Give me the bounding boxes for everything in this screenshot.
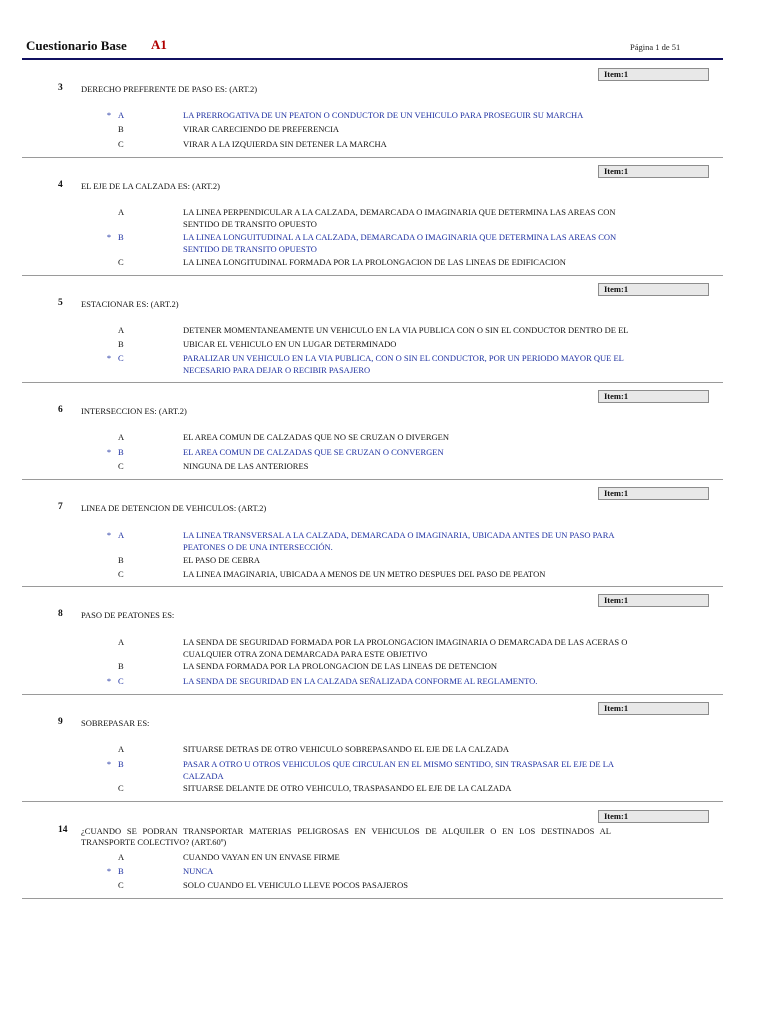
option-letter: A — [118, 432, 125, 442]
question-number: 9 — [58, 717, 63, 727]
question-text: ¿CUANDO SE PODRAN TRANSPORTAR MATERIAS PELIGROSAS EN VEHICULOS DE ALQUILER O EN LOS DESTINADOS AL TRANSPORTE COLECTIVO? (ART.60º) — [81, 826, 611, 847]
page-header — [0, 0, 768, 62]
option-letter: B — [118, 124, 124, 134]
item-label: Item:1 — [598, 165, 709, 178]
question-text: DERECHO PREFERENTE DE PASO ES: (ART.2) — [81, 84, 258, 94]
option-text: EL AREA COMUN DE CALZADAS QUE SE CRUZAN O CONVERGEN — [183, 447, 444, 457]
document-title: Cuestionario Base — [26, 38, 127, 53]
option-letter: B — [118, 232, 124, 242]
question-separator — [22, 898, 723, 899]
item-label: Item:1 — [598, 810, 709, 823]
item-label: Item:1 — [598, 283, 709, 296]
option-text: VIRAR A LA IZQUIERDA SIN DETENER LA MARCHA — [183, 139, 387, 149]
question-number: 5 — [58, 298, 63, 308]
correct-marker: * — [106, 110, 112, 120]
option-text: UBICAR EL VEHICULO EN UN LUGAR DETERMINADO — [183, 339, 397, 349]
option-letter: A — [118, 207, 125, 217]
option-text: SITUARSE DELANTE DE OTRO VEHICULO, TRASPASANDO EL EJE DE LA CALZADA — [183, 783, 512, 793]
question-text: SOBREPASAR ES: — [81, 718, 150, 728]
correct-marker: * — [106, 759, 112, 769]
option-text: VIRAR CARECIENDO DE PREFERENCIA — [183, 124, 340, 134]
option-text: LA LINEA TRANSVERSAL A LA CALZADA, DEMARCADA O IMAGINARIA, UBICADA ANTES DE UN PASO PARA PEATONES O DE UNA INTERSECCIÓN. — [183, 530, 615, 552]
correct-marker: * — [106, 447, 112, 457]
question-separator — [22, 586, 723, 587]
option-letter: A — [118, 325, 125, 335]
option-text: LA SENDA DE SEGURIDAD EN LA CALZADA SEÑALIZADA CONFORME AL REGLAMENTO. — [183, 676, 538, 686]
option-text: LA PRERROGATIVA DE UN PEATON O CONDUCTOR DE UN VEHICULO PARA PROSEGUIR SU MARCHA — [183, 110, 584, 120]
option-letter: B — [118, 447, 124, 457]
option-letter: A — [118, 852, 125, 862]
page-number: Página 1 de 51 — [630, 42, 681, 52]
option-letter: A — [118, 744, 125, 754]
correct-marker: * — [106, 530, 112, 540]
question-text: PASO DE PEATONES ES: — [81, 610, 175, 620]
option-text: SOLO CUANDO EL VEHICULO LLEVE POCOS PASAJEROS — [183, 880, 408, 890]
option-text: PASAR A OTRO U OTROS VEHICULOS QUE CIRCULAN EN EL MISMO SENTIDO, SIN TRASPASAR EL EJE DE LA CALZADA — [183, 759, 614, 781]
option-text: LA SENDA DE SEGURIDAD FORMADA POR LA PROLONGACION IMAGINARIA O DEMARCADA DE LAS ACERAS O CUALQUIER OTRA ZONA DEMARCADA PARA ESTE OBJETIVO — [183, 637, 628, 659]
question-text: ESTACIONAR ES: (ART.2) — [81, 299, 179, 309]
question-separator — [22, 275, 723, 276]
item-label: Item:1 — [598, 68, 709, 81]
option-letter: B — [118, 339, 124, 349]
option-letter: C — [118, 783, 124, 793]
option-letter: C — [118, 257, 124, 267]
option-letter: C — [118, 139, 124, 149]
option-letter: C — [118, 353, 124, 363]
correct-marker: * — [106, 866, 112, 876]
option-text: NINGUNA DE LAS ANTERIORES — [183, 461, 309, 471]
option-letter: C — [118, 676, 124, 686]
option-letter: B — [118, 866, 124, 876]
option-text: DETENER MOMENTANEAMENTE UN VEHICULO EN LA VIA PUBLICA CON O SIN EL CONDUCTOR DENTRO DE EL — [183, 325, 629, 335]
question-separator — [22, 479, 723, 480]
item-label: Item:1 — [598, 390, 709, 403]
option-text: EL AREA COMUN DE CALZADAS QUE NO SE CRUZAN O DIVERGEN — [183, 432, 450, 442]
question-separator — [22, 801, 723, 802]
option-text: PARALIZAR UN VEHICULO EN LA VIA PUBLICA, CON O SIN EL CONDUCTOR, POR UN PERIODO MAYOR QUE EL NECESARIO PARA DEJAR O RECIBIR PASAJERO — [183, 353, 624, 375]
option-letter: C — [118, 461, 124, 471]
question-number: 3 — [58, 83, 63, 93]
option-text: LA LINEA IMAGINARIA, UBICADA A MENOS DE UN METRO DESPUES DEL PASO DE PEATON — [183, 569, 546, 579]
question-number: 7 — [58, 502, 63, 512]
question-number: 6 — [58, 405, 63, 415]
question-text: INTERSECCION ES: (ART.2) — [81, 406, 187, 416]
option-letter: B — [118, 661, 124, 671]
option-text: LA LINEA LONGITUDINAL FORMADA POR LA PROLONGACION DE LAS LINEAS DE EDIFICACION — [183, 257, 566, 267]
option-text: EL PASO DE CEBRA — [183, 555, 261, 565]
question-number: 8 — [58, 609, 63, 619]
option-text: LA LINEA PERPENDICULAR A LA CALZADA, DEMARCADA O IMAGINARIA QUE DETERMINA LAS AREAS CON SENTIDO DE TRANSITO OPUESTO — [183, 207, 616, 229]
option-letter: A — [118, 530, 125, 540]
option-text: CUANDO VAYAN EN UN ENVASE FIRME — [183, 852, 340, 862]
option-text: NUNCA — [183, 866, 214, 876]
correct-marker: * — [106, 353, 112, 363]
questionnaire-code: A1 — [151, 37, 167, 52]
question-number: 14 — [58, 825, 68, 835]
option-letter: B — [118, 759, 124, 769]
option-letter: A — [118, 110, 125, 120]
item-label: Item:1 — [598, 594, 709, 607]
option-text: LA SENDA FORMADA POR LA PROLONGACION DE LAS LINEAS DE DETENCION — [183, 661, 498, 671]
option-text: LA LINEA LONGUITUDINAL A LA CALZADA, DEMARCADA O IMAGINARIA QUE DETERMINA LAS AREAS CON SENTIDO DE TRANSITO OPUESTO — [183, 232, 617, 254]
question-text: EL EJE DE LA CALZADA ES: (ART.2) — [81, 181, 221, 191]
option-letter: A — [118, 637, 125, 647]
item-label: Item:1 — [598, 702, 709, 715]
item-label: Item:1 — [598, 487, 709, 500]
option-letter: B — [118, 555, 124, 565]
option-text: SITUARSE DETRAS DE OTRO VEHICULO SOBREPASANDO EL EJE DE LA CALZADA — [183, 744, 510, 754]
correct-marker: * — [106, 676, 112, 686]
question-separator — [22, 157, 723, 158]
correct-marker: * — [106, 232, 112, 242]
question-text: LINEA DE DETENCION DE VEHICULOS: (ART.2) — [81, 503, 267, 513]
question-separator — [22, 382, 723, 383]
header-rule — [22, 58, 723, 60]
option-letter: C — [118, 569, 124, 579]
option-letter: C — [118, 880, 124, 890]
question-separator — [22, 694, 723, 695]
question-number: 4 — [58, 180, 63, 190]
